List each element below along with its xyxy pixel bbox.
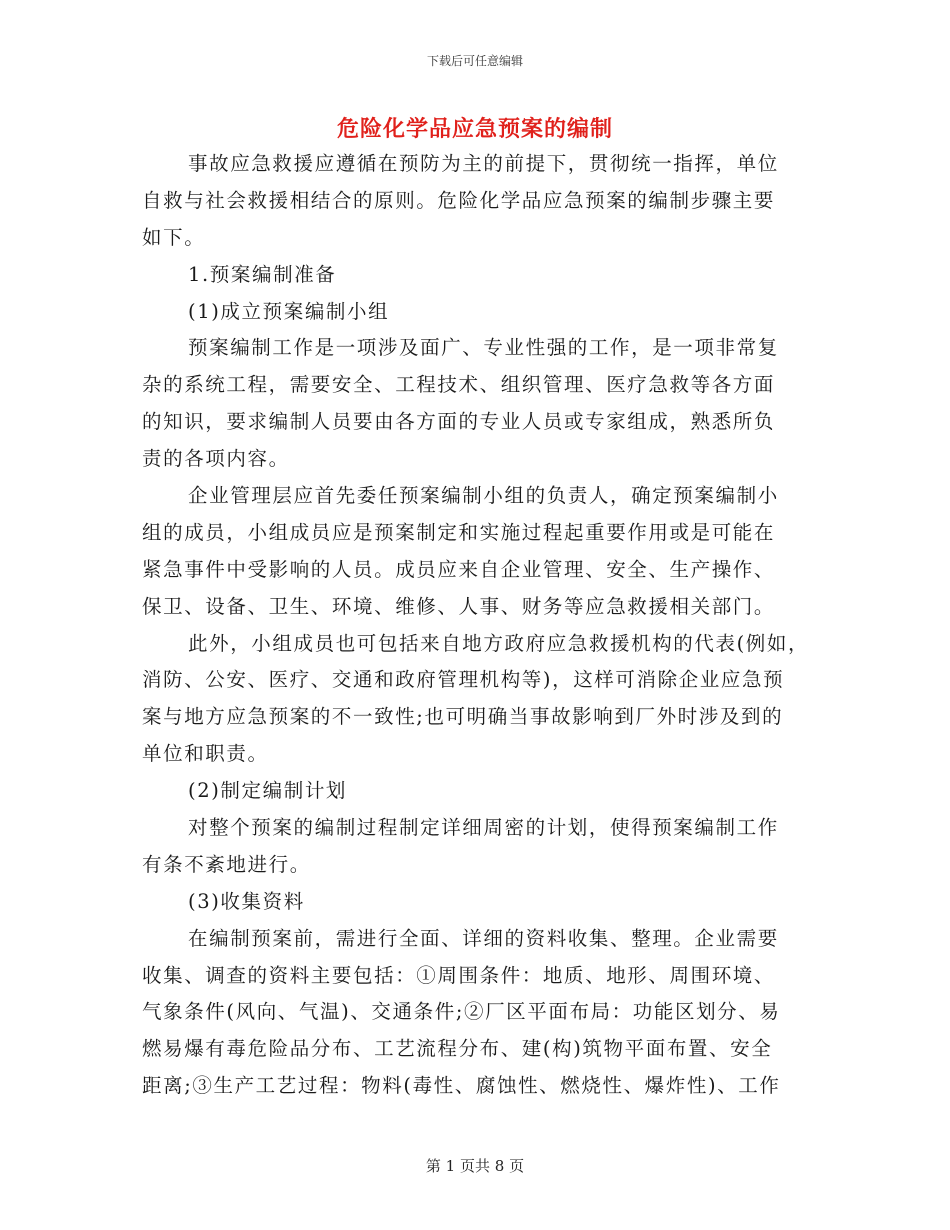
document-title: 危险化学品应急预案的编制	[336, 116, 613, 142]
paragraph-line: 自救与社会救援相结合的原则。危险化学品应急预案的编制步骤主要	[142, 188, 776, 212]
section-heading: 1.预案编制准备	[188, 262, 337, 286]
paragraph-line: 紧急事件中受影响的人员。成员应来自企业管理、安全、生产操作、	[142, 557, 776, 581]
paragraph-line: 保卫、设备、卫生、环境、维修、人事、财务等应急救援相关部门。	[142, 594, 776, 618]
paragraph-line: 有条不紊地进行。	[142, 852, 311, 876]
paragraph-line: 预案编制工作是一项涉及面广、专业性强的工作，是一项非常复	[188, 336, 779, 360]
paragraph-line: 距离;③生产工艺过程：物料(毒性、腐蚀性、燃烧性、爆炸性)、工作	[142, 1074, 781, 1098]
paragraph-line: 的知识，要求编制人员要由各方面的专业人员或专家组成，熟悉所负	[142, 410, 776, 434]
paragraph-line: 责的各项内容。	[142, 447, 290, 471]
paragraph-line: 气象条件(风向、气温)、交通条件;②厂区平面布局：功能区划分、易	[142, 1000, 781, 1024]
subsection-heading: (1)成立预案编制小组	[188, 299, 390, 323]
paragraph-line: 杂的系统工程，需要安全、工程技术、组织管理、医疗急救等各方面	[142, 373, 776, 397]
paragraph-line: 在编制预案前，需进行全面、详细的资料收集、整理。企业需要	[188, 926, 779, 950]
paragraph-line: 事故应急救援应遵循在预防为主的前提下，贯彻统一指挥，单位	[188, 152, 779, 175]
subsection-heading: (2)制定编制计划	[188, 779, 348, 803]
paragraph-line: 此外，小组成员也可包括来自地方政府应急救援机构的代表(例如，	[188, 631, 810, 655]
document-body	[142, 146, 810, 1105]
paragraph-line: 对整个预案的编制过程制定详细周密的计划，使得预案编制工作	[188, 816, 779, 840]
paragraph-line: 如下。	[142, 225, 206, 249]
paragraph-line: 消防、公安、医疗、交通和政府管理机构等)，这样可消除企业应急预	[142, 668, 785, 692]
paragraph-line: 单位和职责。	[142, 742, 269, 766]
paragraph-line: 燃易爆有毒危险品分布、工艺流程分布、建(构)筑物平面布置、安全	[142, 1037, 773, 1061]
page-header-note: 下载后可任意编辑	[426, 54, 523, 68]
paragraph-line: 案与地方应急预案的不一致性;也可明确当事故影响到厂外时涉及到的	[142, 705, 784, 729]
paragraph-line: 组的成员，小组成员应是预案制定和实施过程起重要作用或是可能在	[142, 520, 776, 544]
paragraph-line: 收集、调查的资料主要包括：①周围条件：地质、地形、周围环境、	[142, 963, 776, 987]
subsection-heading: (3)收集资料	[188, 889, 305, 913]
page-number: 第 1 页共 8 页	[425, 1157, 525, 1175]
paragraph-line: 企业管理层应首先委任预案编制小组的负责人，确定预案编制小	[188, 484, 779, 508]
